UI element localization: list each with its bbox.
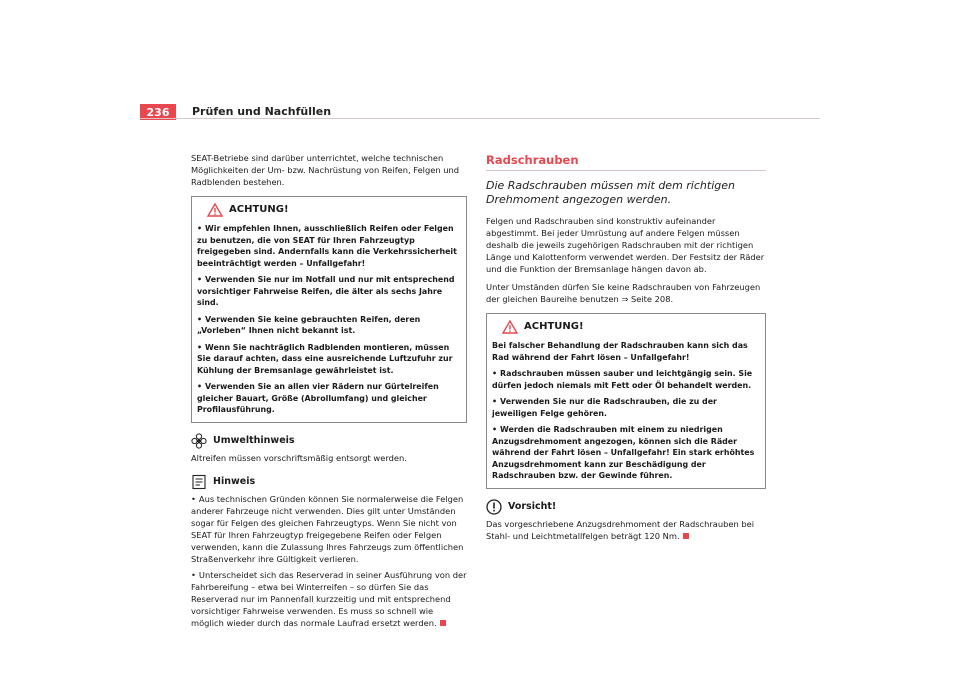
header-divider <box>140 118 820 119</box>
warning-item: • Verwenden Sie keine gebrauchten Reifen, deren „Vorleben“ Ihnen nicht bekannt ist. <box>197 314 421 335</box>
warning-header <box>502 320 760 334</box>
flower-icon <box>191 433 207 449</box>
wheel-bolts-reference: Unter Umständen dürfen Sie keine Radschrauben von Fahrzeugen der gleichen Baureihe benutzen ⇒ Seite 208. <box>486 282 761 304</box>
warning-intro: Bei falscher Behandlung der Radschrauben kann sich das Rad während der Fahrt lösen – Unfallgefahr! <box>492 341 748 362</box>
warning-item: • Werden die Radschrauben mit einem zu niedrigen Anzugsdrehmoment angezogen, können sich die Räder während der Fahrt lösen – Unfallgefahr! Ein stark erhöhtes Anzugsdrehmoment kann zur Beschädigung der Radschrauben bzw. der Gewinde führen. <box>492 425 755 480</box>
warning-header <box>207 203 461 217</box>
warning-triangle-icon <box>207 203 223 217</box>
environment-title: Umwelthinweis <box>213 434 295 446</box>
section-end-mark <box>683 533 689 539</box>
caution-title: Vorsicht! <box>508 500 557 512</box>
exclamation-circle-icon <box>486 499 502 515</box>
warning-triangle-icon <box>502 320 518 334</box>
caution-text: Das vorgeschriebene Anzugsdrehmoment der Radschrauben bei Stahl- und Leichtmetallfelgen beträgt 120 Nm. <box>486 518 755 541</box>
section-title: Radschrauben <box>486 152 766 171</box>
warning-item: • Verwenden Sie an allen vier Rädern nur Gürtelreifen gleicher Bauart, Größe (Abrollumfang) und gleicher Profilausführung. <box>197 382 439 414</box>
warning-item: • Wir empfehlen Ihnen, ausschließlich Reifen oder Felgen zu benutzen, die von SEAT für Ihren Fahrzeugtyp freigegeben sind. Andernfalls kann die Verkehrssicherheit beeinträchtigt werden – Unfallgefahr! <box>197 224 457 268</box>
warning-title: ACHTUNG! <box>524 321 584 332</box>
right-column <box>486 152 766 548</box>
note-title: Hinweis <box>213 475 256 487</box>
warning-item: • Radschrauben müssen sauber und leichtgängig sein. Sie dürfen jedoch niemals mit Fett oder Öl behandelt werden. <box>492 369 753 390</box>
warning-item: • Verwenden Sie nur die Radschrauben, die zu der jeweiligen Felge gehören. <box>492 397 717 418</box>
section-end-mark <box>440 620 446 626</box>
page-number: 236 <box>140 104 176 120</box>
page-title: Prüfen und Nachfüllen <box>192 105 332 118</box>
caution-header <box>486 499 766 515</box>
note-item: • Aus technischen Gründen können Sie normalerweise die Felgen anderer Fahrzeuge nicht verwenden. Dies gilt unter Umständen sogar für Felgen des gleichen Fahrzeugtyps. Wenn Sie nicht von SEAT für Ihren Fahrzeugtyp freigegebene Reifen oder Felgen verwenden, kann die Zulassung Ihres Fahrzeugs zum öffentlichen Straßenverkehr ihre Gültigkeit verlieren. <box>191 493 464 564</box>
environment-header <box>191 433 467 449</box>
warning-box-tires <box>191 196 467 423</box>
warning-box-bolts <box>486 313 766 489</box>
note-item: • Unterscheidet sich das Reserverad in seiner Ausführung von der Fahrbereifung – etwa bei Winterreifen – so dürfen Sie das Reserverad nur im Pannenfall kurzzeitig und mit entsprechend vorsichtiger Fahrweise verwenden. Es muss so schnell wie möglich wieder durch das normale Laufrad ersetzt werden. <box>191 569 467 628</box>
environment-text: Altreifen müssen vorschriftsmäßig entsorgt werden. <box>191 452 407 463</box>
warning-item: • Wenn Sie nachträglich Radblenden montieren, müssen Sie darauf achten, dass eine ausreichende Luftzufuhr zur Kühlung der Bremsanlage gewährleistet ist. <box>197 342 453 375</box>
warning-item: • Verwenden Sie nur im Notfall und nur mit entsprechend vorsichtiger Fahrweise Reifen, die älter als sechs Jahre sind. <box>197 275 455 307</box>
note-header <box>191 474 467 490</box>
left-column <box>191 152 467 633</box>
section-subtitle: Die Radschrauben müssen mit dem richtigen Drehmoment angezogen werden. <box>486 179 735 206</box>
warning-title: ACHTUNG! <box>229 204 289 215</box>
note-icon <box>191 474 207 490</box>
intro-paragraph: SEAT-Betriebe sind darüber unterrichtet, welche technischen Möglichkeiten der Um- bzw. Nachrüstung von Reifen, Felgen und Radblenden bestehen. <box>191 153 460 187</box>
wheel-bolts-paragraph: Felgen und Radschrauben sind konstruktiv aufeinander abgestimmt. Bei jeder Umrüstung auf andere Felgen müssen deshalb die jeweils zugehörigen Radschrauben mit der richtigen Länge und Kalottenform verwendet werden. Der Festsitz der Räder und die Funktion der Bremsanlage hängen davon ab. <box>486 216 765 274</box>
